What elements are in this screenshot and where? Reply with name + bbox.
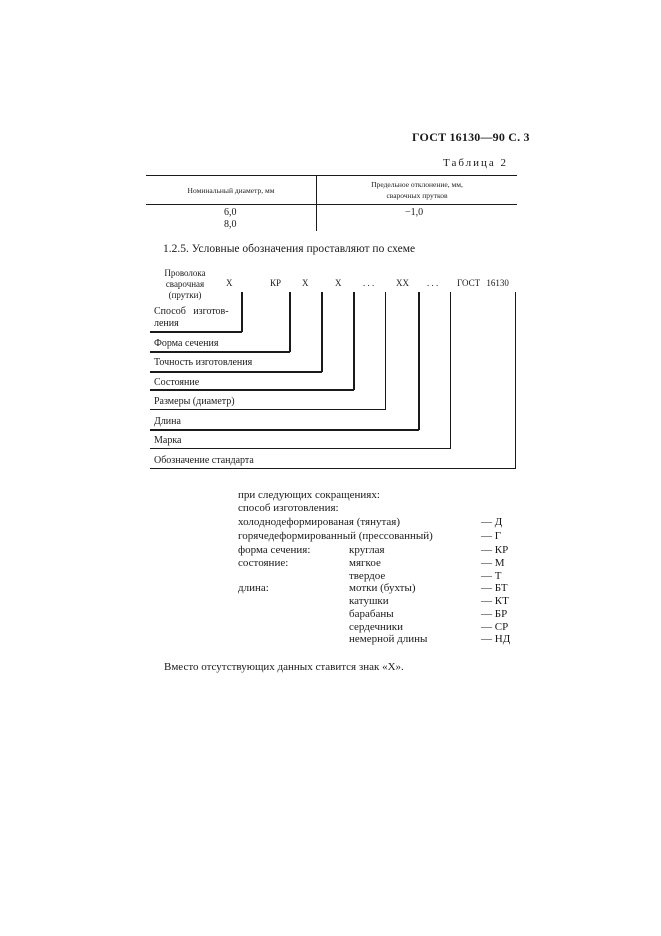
table-header-diameter: Номинальный диаметр, мм <box>187 186 275 195</box>
abbr-item-text: холоднодеформированая (тянутая) <box>238 516 401 528</box>
scheme-underline-section <box>150 351 290 353</box>
abbr-item-text: мотки (бухты) <box>349 582 416 594</box>
abbr-item-text: сердечники <box>349 621 403 633</box>
scheme-token-section: КР <box>270 278 282 288</box>
abbr-item-code: — КТ <box>481 595 509 607</box>
table-top-rule <box>146 175 517 176</box>
scheme-paragraph: 1.2.5. Условные обозначения проставляют по схеме <box>163 243 416 255</box>
scheme-drop-method <box>241 292 243 332</box>
scheme-underline-size <box>150 409 386 410</box>
scheme-row-length: Длина <box>154 416 181 427</box>
scheme-product-label: Проволока сварочная (прутки) <box>164 268 206 300</box>
abbr-item-text: катушки <box>349 595 389 607</box>
scheme-drop-length <box>418 292 420 430</box>
scheme-drop-size <box>385 292 386 409</box>
scheme-underline-standard <box>150 468 516 469</box>
table-cell-deviation: −1,0 <box>405 207 424 218</box>
table-cell-diameters: 6,0 8,0 <box>224 207 237 230</box>
scheme-row-state: Состояние <box>154 377 200 388</box>
scheme-row-standard: Обозначение стандарта <box>154 455 254 466</box>
table-header-rule <box>146 204 517 205</box>
scheme-drop-state <box>353 292 355 390</box>
scheme-token-size: XX <box>396 278 409 288</box>
abbr-group-label: форма сечения: <box>238 544 311 556</box>
abbr-item-code: — М <box>481 557 505 569</box>
abbr-item-code: — Д <box>481 516 503 528</box>
scheme-drop-grade <box>450 292 451 449</box>
scheme-underline-method <box>150 331 242 333</box>
abbr-item-text: горячедеформированный (прессованный) <box>238 530 433 542</box>
scheme-drop-section <box>289 292 291 352</box>
scheme-underline-length <box>150 429 419 431</box>
scheme-row-section: Форма сечения <box>154 338 219 349</box>
abbr-item-text: круглая <box>349 544 385 556</box>
abbr-item-text: мягкое <box>349 557 381 569</box>
abbr-item-text: барабаны <box>349 608 394 620</box>
page-header: ГОСТ 16130—90 С. 3 <box>412 130 530 144</box>
table-header-deviation: Предельное отклонение, мм, сварочных прутков <box>371 180 463 200</box>
table-caption: Таблица 2 <box>443 157 509 169</box>
footnote: Вместо отсутствующих данных ставится знак «Х». <box>164 661 404 673</box>
scheme-token-dots-2: . . . <box>427 278 439 288</box>
scheme-token-accuracy: X <box>302 278 309 288</box>
abbr-item-text: немерной длины <box>349 633 428 645</box>
abbr-item-text: твердое <box>349 570 386 582</box>
scheme-row-size: Размеры (диаметр) <box>154 396 235 407</box>
abbr-item-code: — БР <box>481 608 508 620</box>
scheme-row-method-2: ления <box>154 318 179 329</box>
abbr-item-code: — БТ <box>481 582 508 594</box>
abbr-group-label: состояние: <box>238 557 289 569</box>
scheme-underline-grade <box>150 448 451 449</box>
abbr-group-label: длина: <box>238 582 269 594</box>
scheme-token-method: X <box>226 278 233 288</box>
scheme-underline-accuracy <box>150 371 322 373</box>
abbr-item-code: — КР <box>481 544 509 556</box>
abbr-intro: при следующих сокращениях: <box>238 489 380 501</box>
scheme-row-accuracy: Точность изготовления <box>154 357 253 368</box>
scheme-row-method-1: Способ изготов- <box>154 306 229 317</box>
abbr-item-code: — НД <box>481 633 511 645</box>
abbr-item-code: — СР <box>481 621 509 633</box>
scheme-underline-state <box>150 389 354 391</box>
abbr-method-label: способ изготовления: <box>238 502 339 514</box>
scheme-drop-standard <box>515 292 516 469</box>
scheme-token-dots-1: . . . <box>363 278 375 288</box>
scheme-token-state: X <box>335 278 342 288</box>
scheme-token-standard: ГОСТ 16130 <box>457 278 509 288</box>
scheme-drop-accuracy <box>321 292 323 372</box>
scheme-row-grade: Марка <box>154 435 182 446</box>
abbr-item-code: — Т <box>481 570 502 582</box>
abbr-item-code: — Г <box>481 530 502 542</box>
